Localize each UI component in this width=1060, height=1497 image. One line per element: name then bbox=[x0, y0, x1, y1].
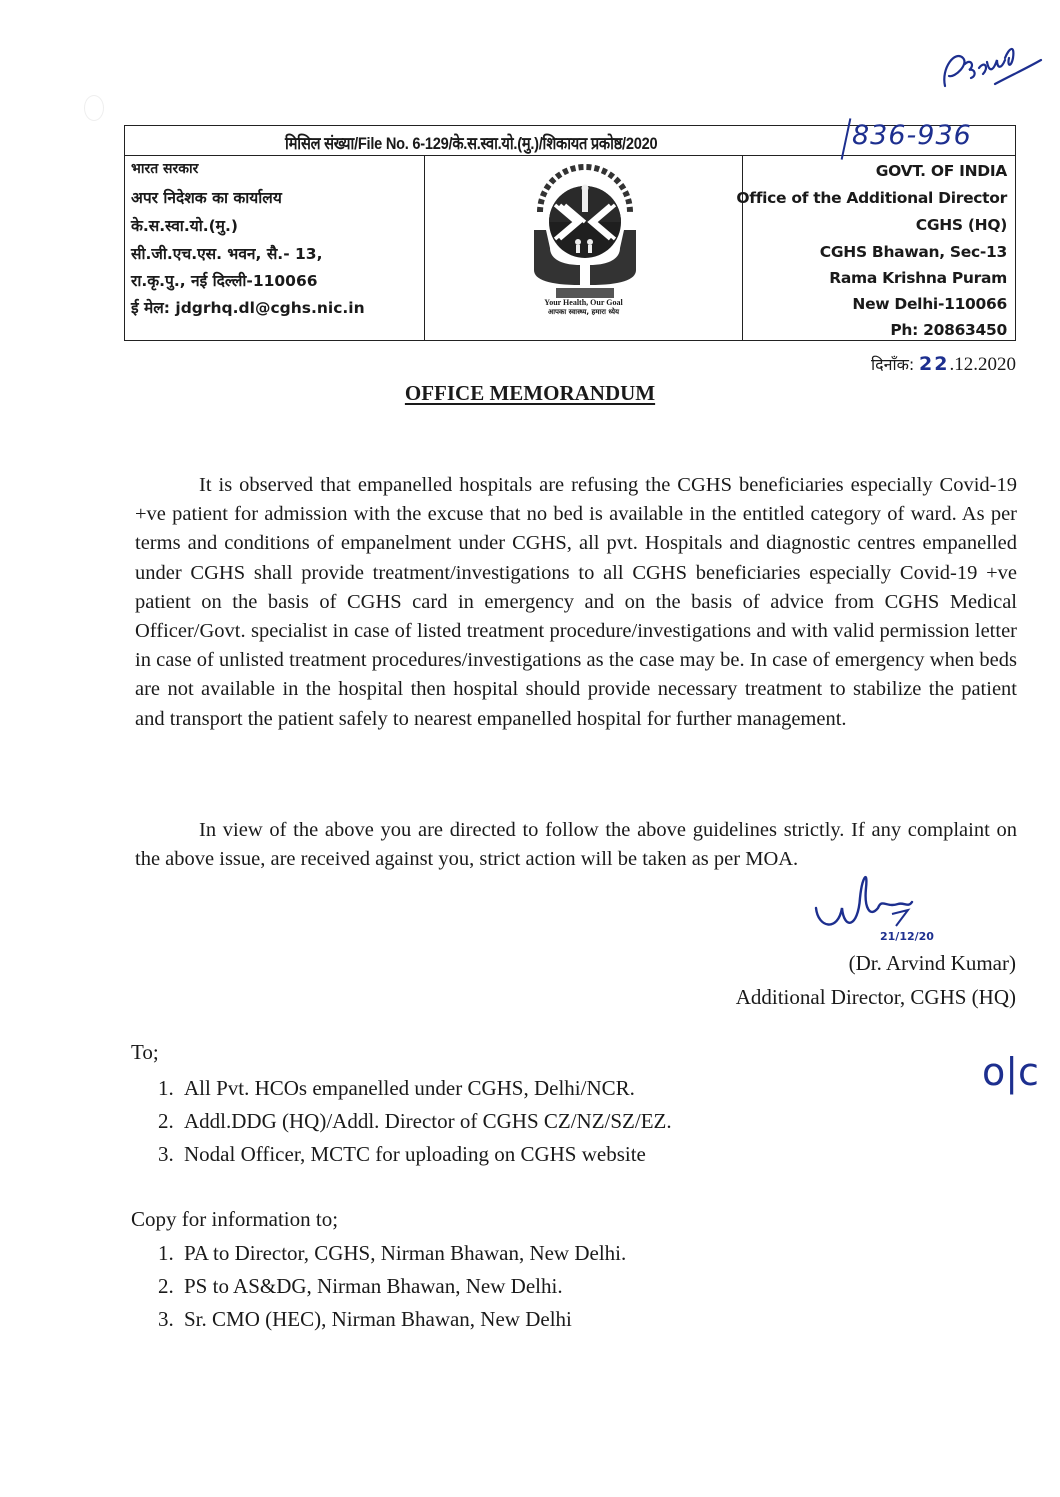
list-item: 2. Addl.DDG (HQ)/Addl. Director of CGHS CZ/NZ/SZ/EZ. bbox=[158, 1109, 672, 1133]
file-number-row bbox=[125, 120, 1015, 156]
bhawan-label: CGHS Bhawan, Sec-13 bbox=[819, 243, 1007, 261]
list-item: 3. Sr. CMO (HEC), Nirman Bhawan, New Delhi bbox=[158, 1307, 572, 1331]
date-month-year: .12.2020 bbox=[949, 354, 1016, 375]
hindi-email-label: ई मेल: jdgrhq.dl@cghs.nic.in bbox=[131, 299, 365, 317]
logo-block bbox=[425, 156, 743, 340]
signature-date: 21/12/20 bbox=[880, 930, 934, 943]
handwritten-slash bbox=[841, 118, 852, 159]
phone-label: Ph: 20863450 bbox=[890, 321, 1007, 339]
list-item: 1. PA to Director, CGHS, Nirman Bhawan, New Delhi. bbox=[158, 1241, 627, 1265]
govt-of-india-label: GOVT. OF INDIA bbox=[875, 162, 1007, 180]
cghs-logo bbox=[520, 160, 650, 310]
list-item: 3. Nodal Officer, MCTC for uploading on CGHS website bbox=[158, 1142, 646, 1166]
scan-artifact bbox=[84, 95, 104, 121]
to-label: To; bbox=[131, 1040, 159, 1064]
rk-puram-label: Rama Krishna Puram bbox=[829, 269, 1007, 287]
page-title: OFFICE MEMORANDUM bbox=[404, 381, 656, 405]
memo-date bbox=[871, 353, 1016, 376]
logo-tagline-hi: आपका स्वास्थ्य, हमारा ध्येय bbox=[547, 308, 620, 316]
signatory-name: (Dr. Arvind Kumar) bbox=[848, 951, 1016, 975]
date-day-handwritten: 22 bbox=[919, 353, 950, 375]
copy-label: Copy for information to; bbox=[131, 1207, 339, 1231]
to-recipient-list bbox=[158, 1076, 672, 1175]
office-label: Office of the Additional Director bbox=[736, 189, 1007, 207]
hindi-govt-label: भारत सरकार bbox=[131, 161, 199, 177]
handwritten-file-number: 836-936 bbox=[852, 120, 972, 151]
hindi-cghs-label: के.स.स्वा.यो.(मु.) bbox=[131, 217, 238, 235]
handwritten-initials bbox=[935, 28, 1045, 98]
hindi-city-label: रा.कृ.पु., नई दिल्ली-110066 bbox=[131, 272, 318, 290]
cghs-hq-label: CGHS (HQ) bbox=[915, 216, 1007, 234]
hindi-office-label: अपर निदेशक का कार्यालय bbox=[131, 189, 282, 207]
file-number: मिसिल संख्या/File No. 6-129/के.स.स्वा.यो.(मु.)/शिकायत प्रकोष्ठ/2020 bbox=[285, 134, 658, 153]
list-item: 1. All Pvt. HCOs empanelled under CGHS, Delhi/NCR. bbox=[158, 1076, 635, 1100]
english-address-block bbox=[736, 156, 1015, 340]
date-label: दिनाँक: bbox=[870, 355, 915, 374]
logo-tagline-en: Your Health, Our Goal bbox=[544, 298, 623, 307]
letterhead-box bbox=[124, 120, 1016, 341]
list-item: 2. PS to AS&DG, Nirman Bhawan, New Delhi. bbox=[158, 1274, 563, 1298]
body-paragraph-1: It is observed that empanelled hospitals are refusing the CGHS beneficiaries especially Covid-19 +ve patient for admission with the excuse that no bed is available in the entitled category of ward. As per terms and conditions of empanelment under CGHS, all pvt. Hospitals and diagnostic centres empanelled under CGHS shall provide treatment/investigations to all CGHS beneficiaries especially Covid-19 +ve patient on the basis of CGHS card in emergency and on the basis of advice from CGHS Medical Officer/Govt. specialist in case of listed treatment procedure/investigations and with valid permission letter in case of unlisted treatment procedures/investigations as the case may be. In case of emergency when beds are not available in the hospital then hospital should provide necessary treatment to stabilize the patient and transport the patient safely to nearest empanelled hospital for further management. bbox=[135, 474, 1017, 730]
oc-handwritten-mark: o|c bbox=[982, 1050, 1039, 1094]
hindi-bhawan-label: सी.जी.एच.एस. भवन, सै.- 13, bbox=[131, 245, 323, 263]
copy-recipient-list bbox=[158, 1241, 626, 1340]
signatory-designation: Additional Director, CGHS (HQ) bbox=[735, 985, 1016, 1009]
hindi-address-block bbox=[125, 156, 425, 340]
city-pin-label: New Delhi-110066 bbox=[852, 295, 1007, 313]
body-paragraph-2: In view of the above you are directed to follow the above guidelines strictly. If any complaint on the above issue, are received against you, strict action will be taken as per MOA. bbox=[135, 819, 1017, 871]
signature bbox=[808, 868, 934, 958]
